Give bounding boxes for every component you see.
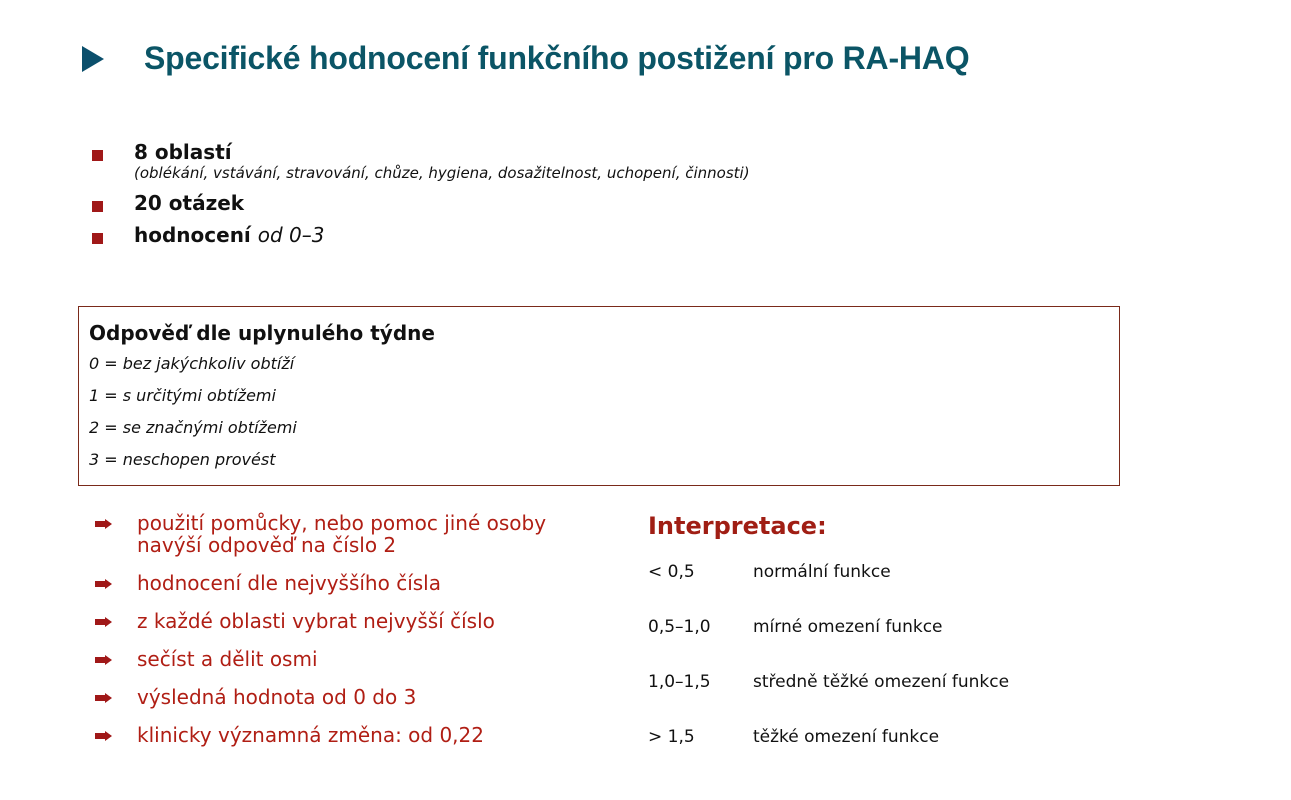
rule-text: použití pomůcky, nebo pomoc jiné osoby navýší odpověď na číslo 2 [137,511,547,557]
interpretation-title: Interpretace: [648,512,827,540]
areas-heading: 8 oblastí [134,140,232,164]
questions-heading: 20 otázek [134,191,245,215]
score-meaning: mírné omezení funkce [753,617,943,637]
rule-item [95,512,615,556]
rule-text: z každé oblasti vybrat nejvyšší číslo [137,609,495,633]
square-bullet-icon [92,201,103,212]
rule-text: klinicky významná změna: od 0,22 [137,723,484,747]
arrow-bullet-icon [95,731,112,741]
score-range: > 1,5 [648,727,695,747]
rating-range: od 0–3 [257,223,325,247]
list-item [92,191,892,215]
score-meaning: normální funkce [753,562,891,582]
rule-item [95,610,615,632]
list-item [92,223,892,247]
score-meaning: středně těžké omezení funkce [753,672,1010,692]
scale-row: 0 = bez jakýchkoliv obtíží [89,354,295,373]
title-bar [82,40,969,77]
arrow-bullet-icon [95,519,112,529]
answer-scale-title: Odpověď dle uplynulého týdne [89,321,435,345]
scale-row: 1 = s určitými obtížemi [89,386,276,405]
interpretation-row [648,727,1148,782]
play-icon [82,46,104,72]
rating-heading [134,223,892,247]
list-item [92,140,892,183]
rule-text: hodnocení dle nejvyššího čísla [137,571,441,595]
square-bullet-icon [92,233,103,244]
answer-scale-box [78,306,1120,486]
rating-bold: hodnocení [134,223,251,247]
rule-text: sečíst a dělit osmi [137,647,318,671]
interpretation-panel [648,512,1148,782]
rule-item [95,648,615,670]
arrow-bullet-icon [95,693,112,703]
interpretation-row [648,672,1148,727]
scoring-rules [95,512,615,762]
interpretation-row [648,617,1148,672]
arrow-bullet-icon [95,617,112,627]
score-range: < 0,5 [648,562,695,582]
rule-item [95,724,615,746]
interpretation-row [648,562,1148,617]
scale-row: 3 = neschopen provést [89,450,276,469]
arrow-bullet-icon [95,655,112,665]
score-range: 1,0–1,5 [648,672,711,692]
rule-item [95,572,615,594]
areas-detail: (oblékání, vstávání, stravování, chůze, hygiena, dosažitelnost, uchopení, činnosti) [134,164,750,182]
square-bullet-icon [92,150,103,161]
scale-row: 2 = se značnými obtížemi [89,418,297,437]
page-title: Specifické hodnocení funkčního postižení pro RA-HAQ [144,40,970,76]
rule-item [95,686,615,708]
rule-text: výsledná hodnota od 0 do 3 [137,685,417,709]
summary-bullets [92,140,892,255]
score-range: 0,5–1,0 [648,617,711,637]
arrow-bullet-icon [95,579,112,589]
score-meaning: těžké omezení funkce [753,727,940,747]
